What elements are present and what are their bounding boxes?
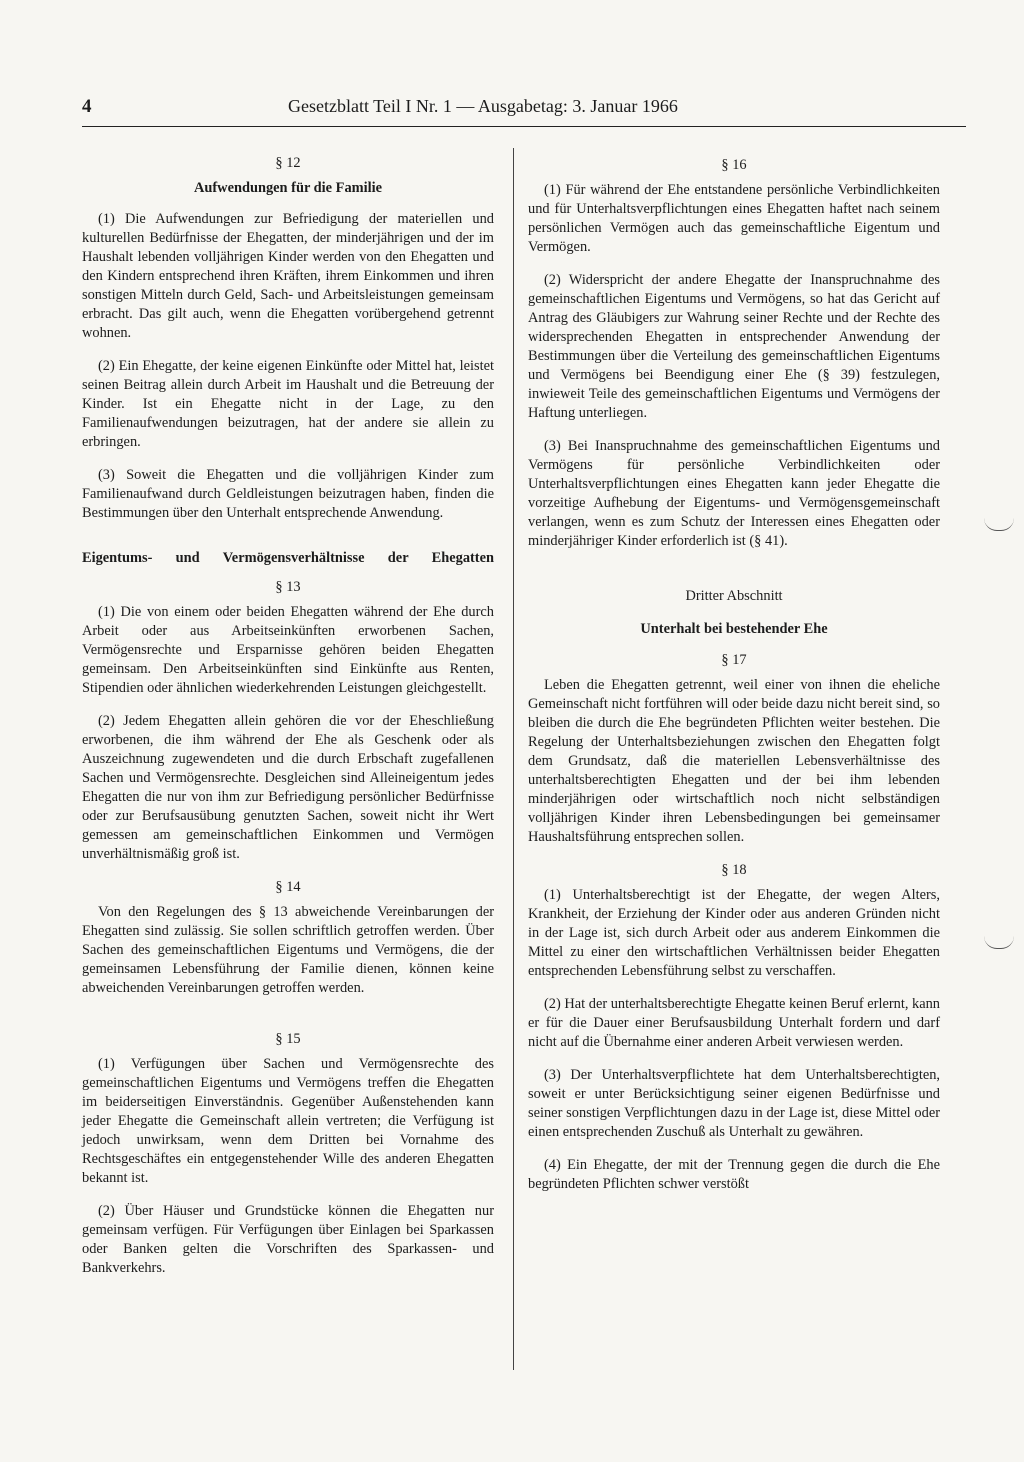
running-head: Gesetzblatt Teil I Nr. 1 — Ausgabetag: 3. Januar 1966 xyxy=(288,96,678,116)
section-17-sign: § 17 xyxy=(721,652,747,668)
column-divider xyxy=(513,148,514,1370)
left-column xyxy=(82,148,494,1292)
section-12-title: Aufwendungen für die Familie xyxy=(193,180,383,196)
page-number: 4 xyxy=(82,96,92,117)
section-16-sign: § 16 xyxy=(721,157,747,173)
section-12-sign: § 12 xyxy=(275,155,301,171)
section-14-sign: § 14 xyxy=(275,879,301,895)
section-18-paragraph-1: (1) Unterhaltsberechtigt ist der Ehegatte, der wegen Alters, Krankheit, der Erziehung der Kinder oder aus anderen Gründen nicht in der Lage ist, sich durch Arbeit oder aus anderem Einkommen die Mittel zu einer den wirtschaftlichen Verhältnissen beider Ehegatten entsprechenden Lebensführung selbst zu verschaffen. xyxy=(528,887,940,979)
section-18-sign: § 18 xyxy=(721,862,747,878)
right-column xyxy=(528,150,940,1208)
section-18-paragraph-4: (4) Ein Ehegatte, der mit der Trennung gegen die durch die Ehe begründeten Pflichten schwer verstößt xyxy=(528,1157,940,1192)
section-18-paragraph-3: (3) Der Unterhaltsverpflichtete hat dem Unterhaltsberechtigten, soweit er unter Berücksichtigung seiner eigenen Bedürfnisse und seiner sonstigen Verpflichtungen dazu in der Lage ist, diese Mittel oder einen entsprechenden Zuschuß als Unterhalt zu gewähren. xyxy=(528,1067,940,1140)
section-15-paragraph-1: (1) Verfügungen über Sachen und Vermögensrechte des gemeinschaftlichen Eigentums und Vermögens treffen die Ehegatten im beiderseitigen Einverständnis. Gegenüber Außenstehenden kann jeder Ehegatte die Gemeinschaft allein vertreten; die Verfügung ist jedoch unwirksam, wenn dem Dritten bei Vornahme des Rechtsgeschäftes ein entgegenstehender Wille des anderen Ehegatten bekannt ist. xyxy=(82,1056,494,1186)
section-13-sign: § 13 xyxy=(275,579,301,595)
section-12-paragraph-1: (1) Die Aufwendungen zur Befriedigung der materiellen und kulturellen Bedürfnisse der Ehegatten, der minderjährigen und der im Haushalt lebenden volljährigen Kinder werden von den Ehegatten und den Kindern entsprechend ihren Kräften, ihrem Einkommen und ihren sonstigen Mitteln durch Geld, Sach- und Arbeitsleistungen gemeinsam erbracht. Das gilt auch, wenn die Ehegatten vorübergehend getrennt wohnen. xyxy=(82,211,494,341)
section-12-paragraph-2: (2) Ein Ehegatte, der keine eigenen Einkünfte oder Mittel hat, leistet seinen Beitrag allein durch Arbeit im Haushalt und die Betreuung der Kinder. Ist ein Ehegatte nicht in der Lage, zu den Familienaufwendungen beizutragen, hat der andere sie allein zu erbringen. xyxy=(82,358,494,450)
section-15-sign: § 15 xyxy=(275,1031,301,1047)
margin-mark xyxy=(984,936,1014,949)
section-15-paragraph-2: (2) Über Häuser und Grundstücke können die Ehegatten nur gemeinsam verfügen. Für Verfügungen über Einlagen bei Sparkassen oder Banken gelten die Vorschriften des Sparkassen- und Bankverkehrs. xyxy=(82,1203,494,1276)
margin-mark xyxy=(984,518,1014,531)
section-12-paragraph-3: (3) Soweit die Ehegatten und die volljährigen Kinder zum Familienaufwand durch Geldleistungen beizutragen haben, finden die Bestimmungen über den Unterhalt entsprechende Anwendung. xyxy=(82,467,494,521)
section-18-paragraph-2: (2) Hat der unterhaltsberechtigte Ehegatte keinen Beruf erlernt, kann er für die Dauer einer Berufsausbildung Unterhalt fordern und darf nicht auf die Übernahme einer anderen Arbeit verwiesen werden. xyxy=(528,996,940,1050)
chapter-title: Unterhalt bei bestehender Ehe xyxy=(640,621,828,637)
section-16-paragraph-3: (3) Bei Inanspruchnahme des gemeinschaftlichen Eigentums und Vermögens für persönliche Verbindlichkeiten oder Unterhaltsverpflichtungen eines Ehegatten kann jeder Ehegatte die vorzeitige Aufhebung der Eigentums- und Vermögensgemeinschaft verlangen, wenn es zum Schutz der Interessen eines Ehegatten oder minderjähriger Kinder erforderlich ist (§ 41). xyxy=(528,438,940,549)
section-13-paragraph-1: (1) Die von einem oder beiden Ehegatten während der Ehe durch Arbeit oder aus Arbeitseinkünften erworbenen Sachen, Vermögensrechte und Ersparnisse gehören beiden Ehegatten gemeinsam. Den Arbeitseinkünften sind Einkünfte aus Renten, Stipendien oder ähnlichen wiederkehrenden Leistungen gleichgestellt. xyxy=(82,604,494,696)
property-section-title: Eigentums- und Vermögensverhältnisse der Ehegatten xyxy=(82,550,494,566)
section-17-paragraph-1: Leben die Ehegatten getrennt, weil einer von ihnen die eheliche Gemeinschaft nicht fortführen will oder beide dazu nicht bereit sind, so bleiben die durch die Ehe begründeten Pflichten weiter bestehen. Die Regelung der Unterhaltsbeziehungen zwischen den Ehegatten folgt dem Grundsatz, daß die materiellen Lebensverhältnisse des unterhaltsberechtigten Ehegatten und der bei ihm lebenden minderjährigen oder wirtschaftlich noch nicht selbständigen volljährigen Kinder ihren Lebensbedingungen bei gemeinsamer Haushaltsführung entsprechen sollen. xyxy=(528,677,940,845)
section-14-paragraph-1: Von den Regelungen des § 13 abweichende Vereinbarungen der Ehegatten sind zulässig. Sie sollen schriftlich getroffen werden. Über Sachen des gemeinschaftlichen Eigentums und Vermögens, die der gemeinsamen Lebensführung der Familie dienen, können keine abweichenden Vereinbarungen getroffen werden. xyxy=(82,904,494,996)
section-16-paragraph-1: (1) Für während der Ehe entstandene persönliche Verbindlichkeiten und für Unterhaltsverpflichtungen eines Ehegatten haftet nach seinem persönlichen Vermögen auch das gemeinschaftliche Eigentum und Vermögen. xyxy=(528,182,940,255)
section-16-paragraph-2: (2) Widerspricht der andere Ehegatte der Inanspruchnahme des gemeinschaftlichen Eigentums und Vermögens, so hat das Gericht auf Antrag des Gläubigers zur Wahrung seiner Rechte und der Rechte des widersprechenden Ehegatten in entsprechender Anwendung der Bestimmungen über die Verteilung des gemeinschaftlichen Eigentums und Vermögens bei Beendigung einer Ehe (§ 39) festzulegen, inwieweit Teile des gemeinschaftlichen Eigentums und Vermögens der Haftung unterliegen. xyxy=(528,272,940,421)
section-13-paragraph-2: (2) Jedem Ehegatten allein gehören die vor der Eheschließung erworbenen, die ihm während der Ehe als Geschenk oder als Auszeichnung zugewendeten und die durch Erbschaft zugefallenen Sachen und Vermögensrechte. Desgleichen sind Alleineigentum jedes Ehegatten die nur von ihm zur Befriedigung persönlicher Bedürfnisse oder zur Berufsausübung genutzten Sachen, soweit nicht ihr Wert gemessen am gemeinschaftlichen Einkommen und Vermögen unverhältnismäßig groß ist. xyxy=(82,713,494,862)
header-rule xyxy=(82,126,966,127)
chapter-label: Dritter Abschnitt xyxy=(685,588,783,604)
